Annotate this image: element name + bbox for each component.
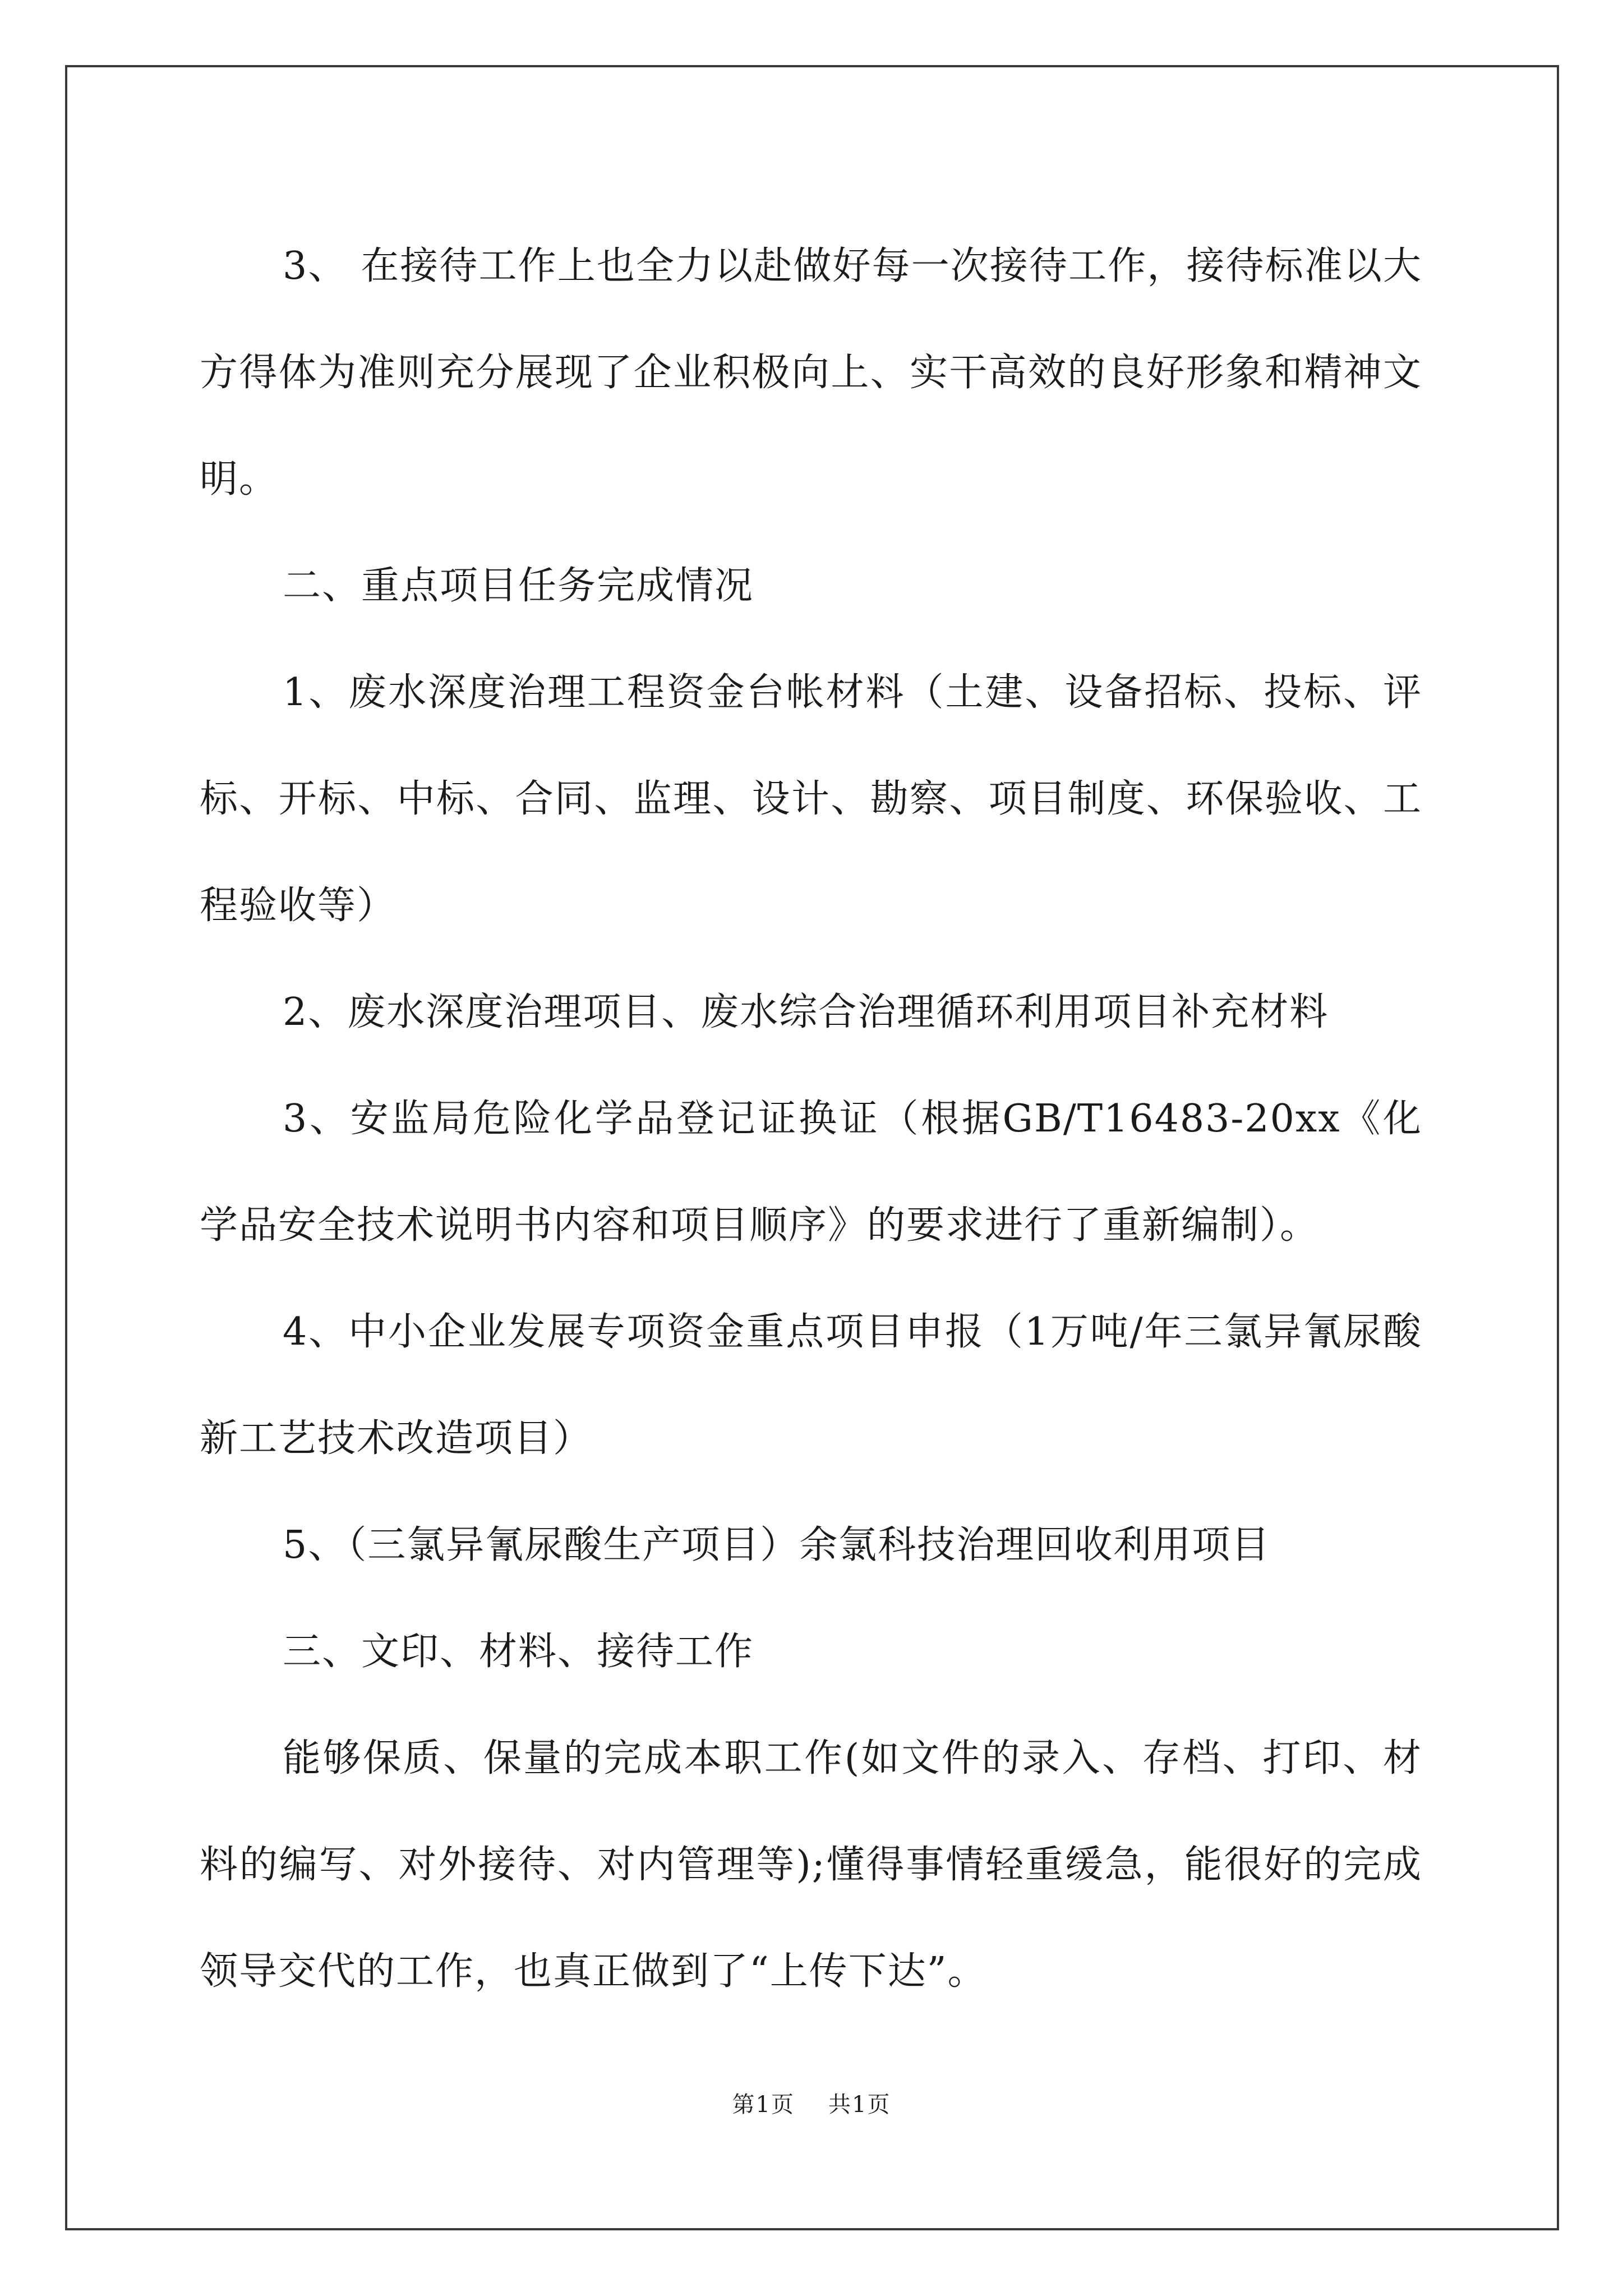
- document-body: [200, 213, 1422, 2025]
- paragraph: 3、安监局危险化学品登记证换证（根据GB/T16483-20xx《化学品安全技术说明书内容和项目顺序》的要求进行了重新编制）。: [200, 1097, 1422, 1248]
- paragraph: 5、（三氯异氰尿酸生产项目）余氯科技治理回收利用项目: [283, 1523, 1271, 1567]
- page-footer: [0, 2087, 1623, 2119]
- paragraph: 能够保质、保量的完成本职工作(如文件的录入、存档、打印、材料的编写、对外接待、对内管理等);懂得事情轻重缓急，能很好的完成领导交代的工作，也真正做到了“上传下达”。: [200, 1736, 1422, 1994]
- paragraph: 1、废水深度治理工程资金台帐材料（土建、设备招标、投标、评标、开标、中标、合同、监理、设计、勘察、项目制度、环保验收、工程验收等）: [200, 670, 1422, 928]
- paragraph: 4、中小企业发展专项资金重点项目申报（1万吨/年三氯异氰尿酸新工艺技术改造项目）: [200, 1310, 1422, 1461]
- page-total: 共1页: [828, 2092, 891, 2118]
- page-number: 第1页: [732, 2092, 795, 2118]
- section-heading: 三、文印、材料、接待工作: [283, 1630, 754, 1674]
- paragraph: 3、 在接待工作上也全力以赴做好每一次接待工作，接待标准以大方得体为准则充分展现了企业积极向上、实干高效的良好形象和精神文明。: [200, 244, 1422, 501]
- section-heading: 二、重点项目任务完成情况: [283, 564, 754, 608]
- paragraph: 2、废水深度治理项目、废水综合治理循环利用项目补充材料: [283, 990, 1329, 1034]
